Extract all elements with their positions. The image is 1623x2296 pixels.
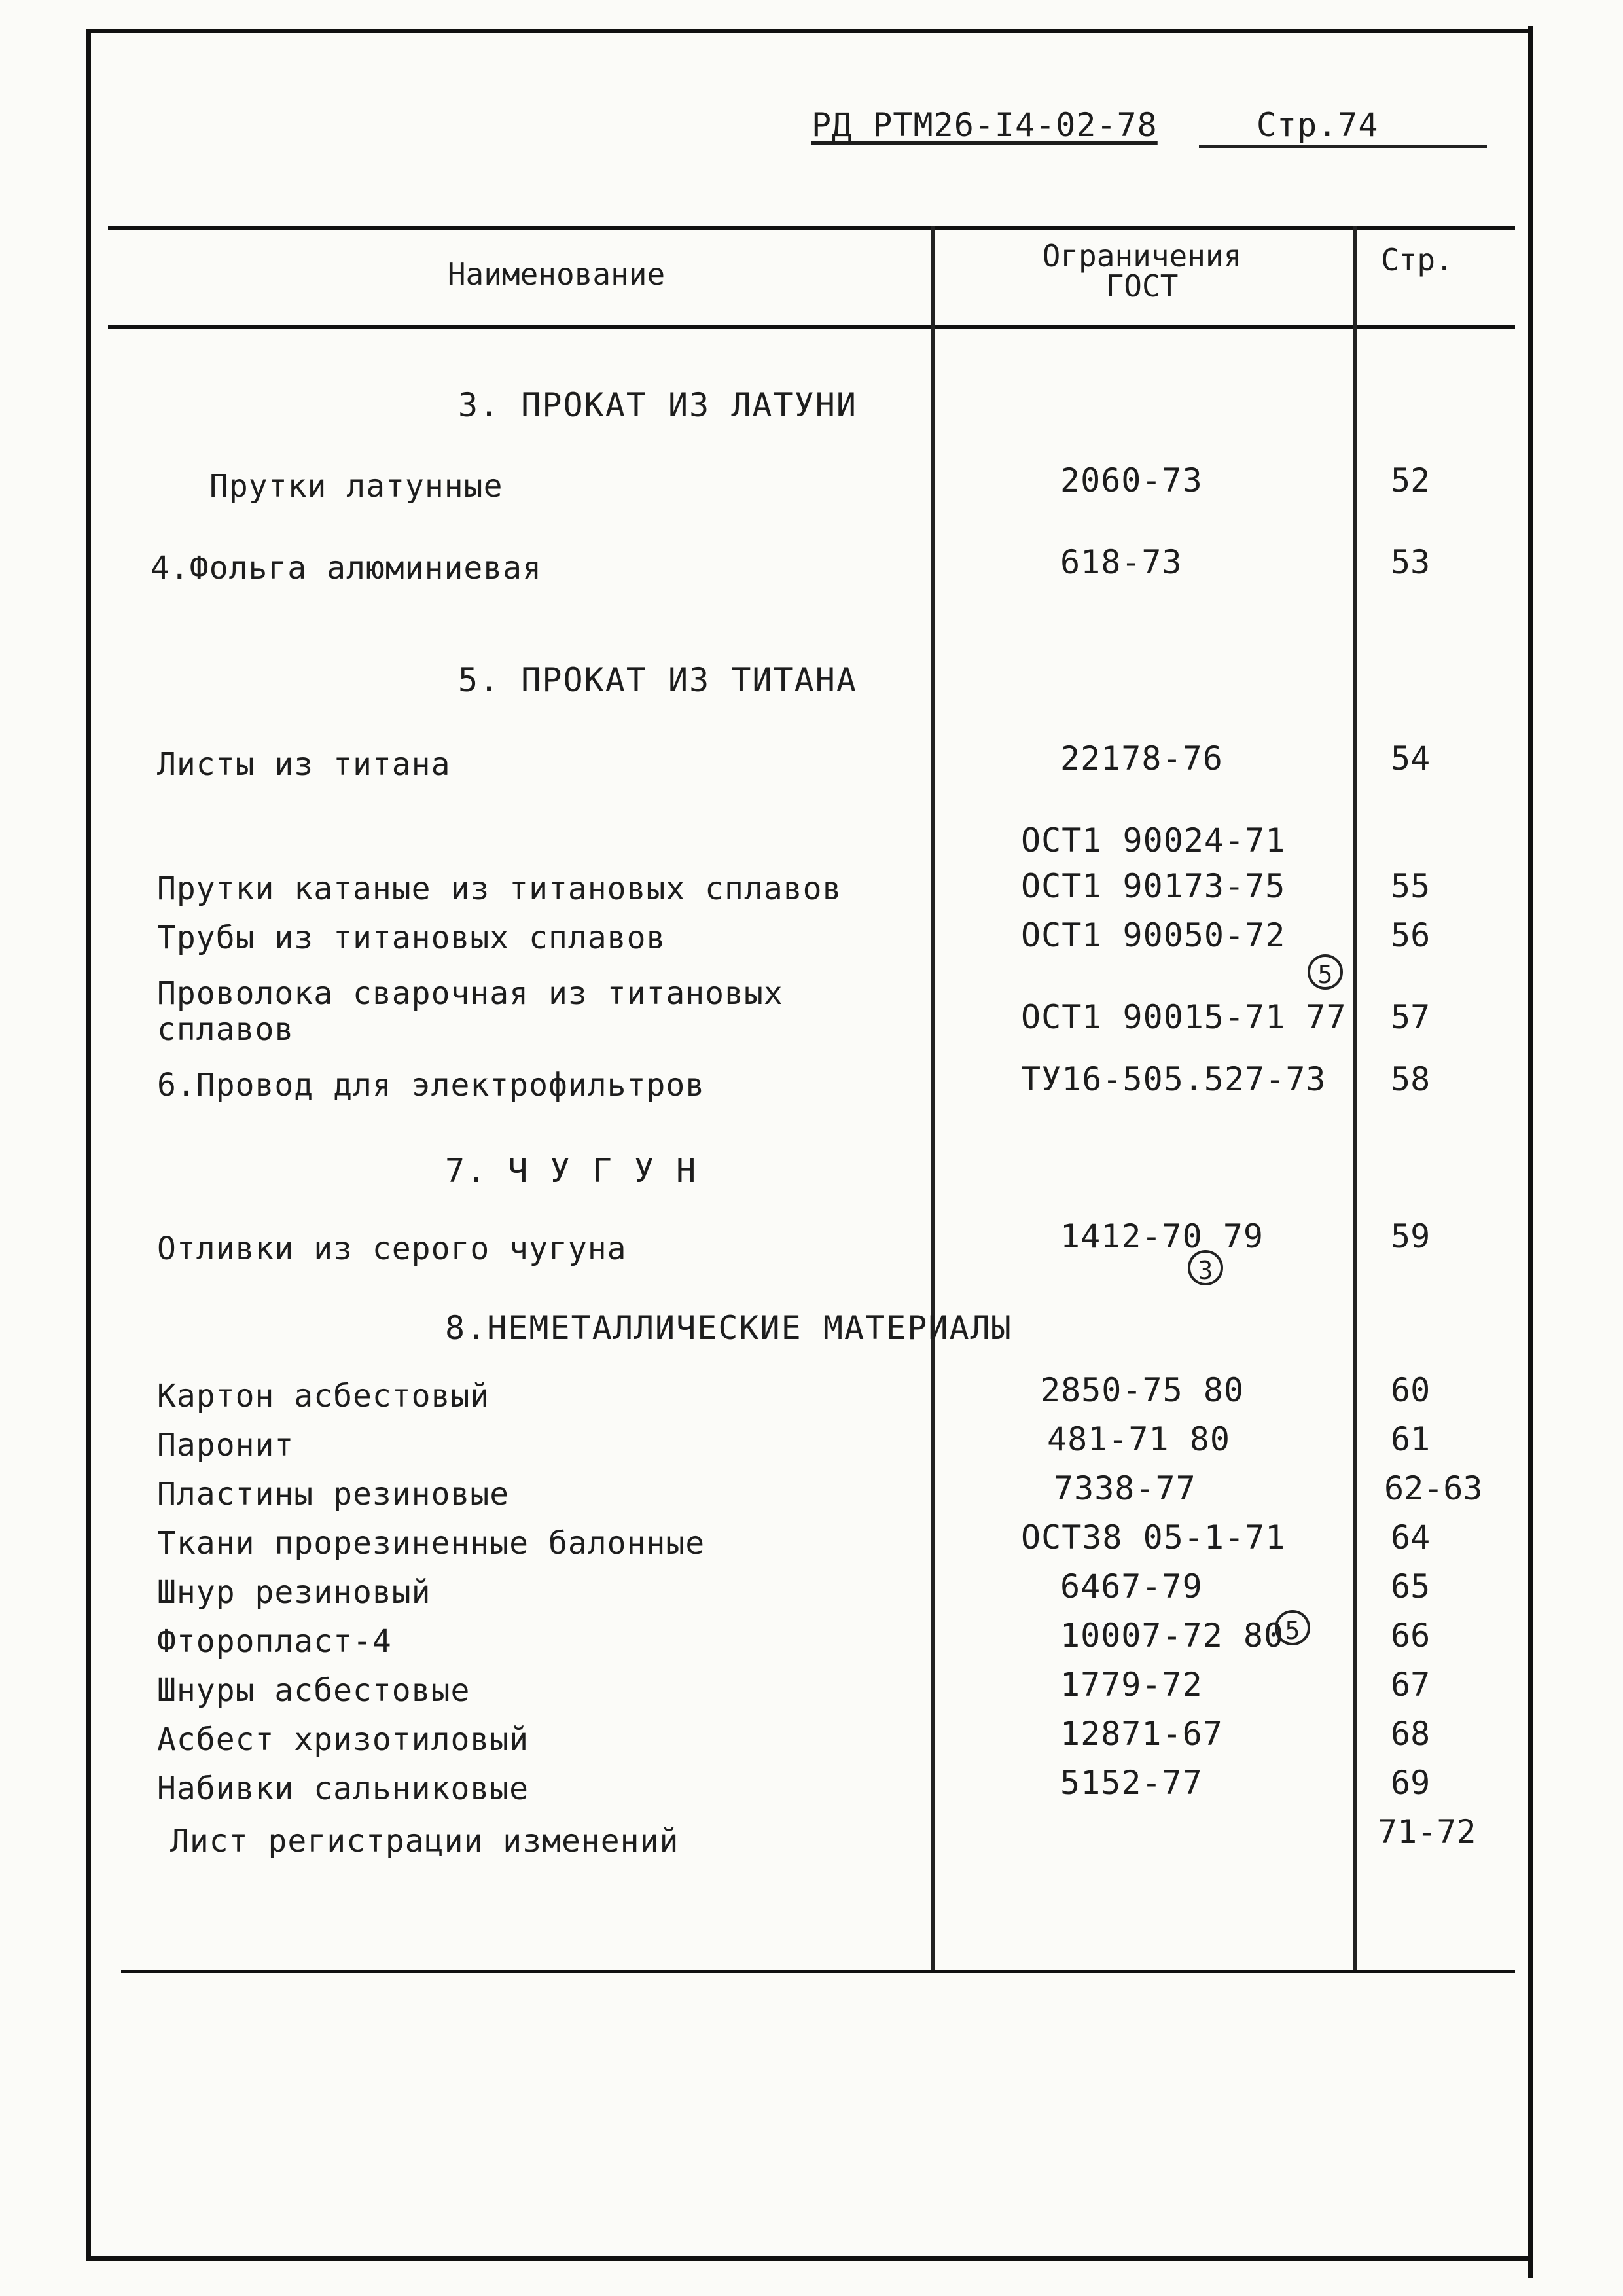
column-divider-2 (1353, 226, 1357, 1970)
row-page: 62-63 (1384, 1469, 1483, 1507)
row-name: Шнуры асбестовые (157, 1672, 471, 1709)
row-gost: ОСТ38 05-1-71 (1021, 1518, 1286, 1556)
row-name: Ткани прорезиненные балонные (157, 1525, 705, 1562)
section-title: 8.НЕМЕТАЛЛИЧЕСКИЕ МАТЕРИАЛЫ (445, 1309, 1012, 1347)
section-title: 3. ПРОКАТ ИЗ ЛАТУНИ (458, 386, 857, 424)
row-name: Набивки сальниковые (157, 1770, 529, 1807)
revision-mark: 5 (1308, 954, 1343, 990)
row-name: Проволока сварочная из титановых (157, 975, 783, 1012)
row-gost: 5152-77 (1060, 1764, 1203, 1802)
row-gost: ОСТ1 90173-75 (1021, 867, 1286, 905)
row-gost: 2850-75 80 (1041, 1371, 1245, 1409)
row-gost: 1412-70 79 (1060, 1217, 1264, 1255)
page-border (86, 29, 1533, 2261)
row-name: 6.Провод для электрофильтров (157, 1067, 705, 1103)
column-header-gost-top: Ограничения (1042, 238, 1242, 274)
page-number: Стр.74 (1256, 106, 1379, 144)
page-right-edge (1528, 26, 1533, 2278)
row-page: 66 (1391, 1617, 1431, 1655)
header-underline (1199, 145, 1487, 148)
row-gost: ТУ16-505.527-73 (1021, 1060, 1327, 1098)
row-name: Фторопласт-4 (157, 1623, 392, 1660)
row-name: сплавов (157, 1011, 294, 1048)
row-page: 61 (1391, 1420, 1431, 1458)
row-page: 59 (1391, 1217, 1431, 1255)
row-page: 57 (1391, 998, 1431, 1036)
row-page: 54 (1391, 740, 1431, 778)
row-gost: 1779-72 (1060, 1666, 1203, 1704)
column-divider-1 (931, 226, 935, 1970)
table-header-rule (108, 325, 1515, 329)
row-page: 60 (1391, 1371, 1431, 1409)
row-gost: ОСТ1 90024-71 (1021, 821, 1286, 859)
row-name: Шнур резиновый (157, 1574, 431, 1611)
row-page: 69 (1391, 1764, 1431, 1802)
row-name: Отливки из серого чугуна (157, 1230, 627, 1267)
column-header-name: Наименование (447, 257, 666, 292)
revision-mark: 3 (1188, 1250, 1223, 1285)
row-gost: 2060-73 (1060, 461, 1203, 499)
revision-mark: 5 (1275, 1610, 1310, 1645)
row-page: 55 (1391, 867, 1431, 905)
row-gost: 618-73 (1060, 543, 1183, 581)
row-page: 67 (1391, 1666, 1431, 1704)
row-page: 71-72 (1378, 1813, 1476, 1851)
document-header (812, 106, 1378, 144)
row-gost: 22178-76 (1060, 740, 1223, 778)
row-gost: 12871-67 (1060, 1715, 1223, 1753)
row-name: Асбест хризотиловый (157, 1721, 529, 1758)
row-gost: 6467-79 (1060, 1568, 1203, 1605)
row-page: 53 (1391, 543, 1431, 581)
row-gost: 7338-77 (1054, 1469, 1196, 1507)
row-gost: 481-71 80 (1047, 1420, 1230, 1458)
row-page: 65 (1391, 1568, 1431, 1605)
row-name: Листы из титана (157, 746, 451, 783)
row-name: Прутки катаные из титановых сплавов (157, 870, 842, 907)
column-header-page: Стр. (1381, 242, 1454, 278)
row-name: 4.Фольга алюминиевая (151, 550, 542, 586)
column-header-gost-bottom: ГОСТ (1105, 268, 1179, 304)
row-name: Лист регистрации изменений (170, 1823, 679, 1859)
section-title: 7. Ч У Г У Н (445, 1152, 698, 1190)
section-title: 5. ПРОКАТ ИЗ ТИТАНА (458, 661, 857, 699)
table-bottom-rule (121, 1970, 1515, 1973)
row-gost: ОСТ1 90015-71 77 (1021, 998, 1347, 1036)
row-name: Паронит (157, 1427, 294, 1463)
table-top-rule (108, 226, 1515, 230)
row-page: 64 (1391, 1518, 1431, 1556)
row-page: 52 (1391, 461, 1431, 499)
row-name: Трубы из титановых сплавов (157, 920, 666, 956)
document-code: РД РТМ26-I4-02-78 (812, 106, 1158, 144)
row-page: 56 (1391, 916, 1431, 954)
row-gost: ОСТ1 90050-72 (1021, 916, 1286, 954)
row-gost: 10007-72 80 (1060, 1617, 1285, 1655)
row-name: Картон асбестовый (157, 1378, 490, 1414)
row-name: Прутки латунные (209, 468, 503, 505)
row-page: 58 (1391, 1060, 1431, 1098)
row-name: Пластины резиновые (157, 1476, 510, 1513)
row-page: 68 (1391, 1715, 1431, 1753)
column-header-gost (936, 238, 1348, 304)
